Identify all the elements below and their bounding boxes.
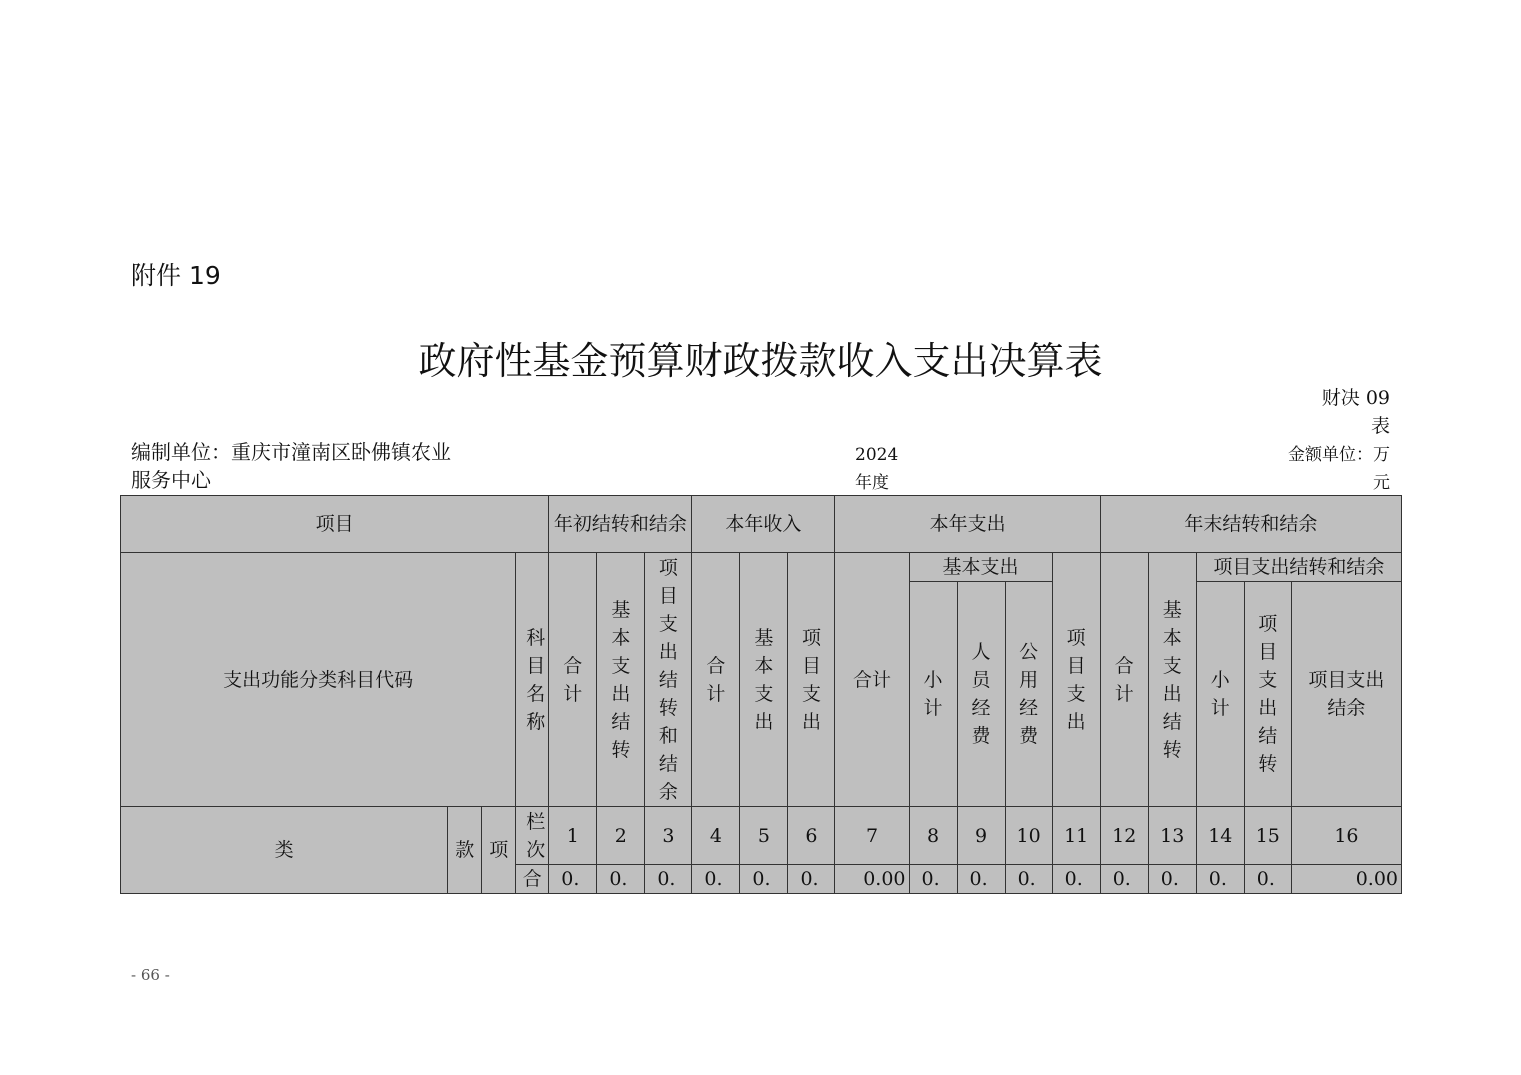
header-expenditure-project: 项目支出 [1052, 553, 1100, 807]
total-row-label: 合 [516, 865, 549, 894]
header-income-total: 合计 [692, 553, 740, 807]
total-value: 0. [1148, 865, 1196, 894]
header-closing-total: 合计 [1100, 553, 1148, 807]
column-number: 7 [835, 807, 909, 865]
column-number: 13 [1148, 807, 1196, 865]
total-value: 0. [1196, 865, 1244, 894]
column-number: 9 [957, 807, 1005, 865]
compiling-unit: 编制单位：重庆市潼南区卧佛镇农业服务中心 [131, 440, 451, 492]
header-current-expenditure: 本年支出 [835, 496, 1100, 553]
page-title: 政府性基金预算财政拨款收入支出决算表 [418, 339, 1103, 383]
column-number: 1 [549, 807, 597, 865]
column-number: 14 [1196, 807, 1244, 865]
total-value: 0.00 [1291, 865, 1401, 894]
column-number: 12 [1100, 807, 1148, 865]
header-category-lei: 类 [121, 807, 448, 894]
column-number: 10 [1005, 807, 1052, 865]
column-number: 6 [788, 807, 835, 865]
total-value: 0. [1052, 865, 1100, 894]
total-value: 0. [740, 865, 788, 894]
header-opening-project: 项目支出结转和结余 [645, 553, 692, 807]
header-closing-project-group: 项目支出结转和结余 [1196, 553, 1401, 582]
column-number: 11 [1052, 807, 1100, 865]
header-closing-project-subtotal: 小计 [1196, 582, 1244, 807]
header-closing-project-carry: 项目支出结转 [1244, 582, 1291, 807]
total-value: 0. [909, 865, 957, 894]
header-closing-balance: 年末结转和结余 [1100, 496, 1401, 553]
total-value: 0. [597, 865, 645, 894]
header-subject-name: 科目名称 [516, 553, 549, 807]
page-number: - 66 - [131, 966, 170, 984]
total-value: 0.00 [835, 865, 909, 894]
column-number: 2 [597, 807, 645, 865]
total-value: 0. [1005, 865, 1052, 894]
header-opening-total: 合计 [549, 553, 597, 807]
header-function-code: 支出功能分类科目代码 [121, 553, 516, 807]
total-value: 0. [788, 865, 835, 894]
header-income-basic: 基本支出 [740, 553, 788, 807]
total-value: 0. [549, 865, 597, 894]
header-category-kuan: 款 [448, 807, 482, 894]
column-number: 3 [645, 807, 692, 865]
header-income-project: 项目支出 [788, 553, 835, 807]
total-value: 0. [645, 865, 692, 894]
column-number: 4 [692, 807, 740, 865]
header-expenditure-personnel: 人员经费 [957, 582, 1005, 807]
column-number: 5 [740, 807, 788, 865]
total-value: 0. [957, 865, 1005, 894]
header-opening-basic: 基本支出结转 [597, 553, 645, 807]
header-column-index: 栏次 [516, 807, 549, 865]
total-value: 0. [1244, 865, 1291, 894]
column-number: 15 [1244, 807, 1291, 865]
column-number: 8 [909, 807, 957, 865]
header-current-income: 本年收入 [692, 496, 835, 553]
header-expenditure-public: 公用经费 [1005, 582, 1052, 807]
total-value: 0. [1100, 865, 1148, 894]
header-closing-basic: 基本支出结转 [1148, 553, 1196, 807]
header-category-xiang: 项 [482, 807, 516, 894]
budget-table [120, 495, 1402, 894]
attachment-label: 附件 19 [131, 261, 221, 290]
fiscal-year: 2024 年度 [855, 445, 899, 493]
header-expenditure-total: 合计 [835, 553, 909, 807]
column-number: 16 [1291, 807, 1401, 865]
header-closing-project-balance: 项目支出结余 [1291, 582, 1401, 807]
total-value: 0. [692, 865, 740, 894]
header-expenditure-basic-subtotal: 小计 [909, 582, 957, 807]
header-opening-balance: 年初结转和结余 [549, 496, 692, 553]
form-number: 财决 09 表 [1321, 387, 1390, 437]
header-expenditure-basic: 基本支出 [909, 553, 1052, 582]
amount-unit: 金额单位：万元 [1288, 445, 1390, 493]
header-project: 项目 [121, 496, 549, 553]
